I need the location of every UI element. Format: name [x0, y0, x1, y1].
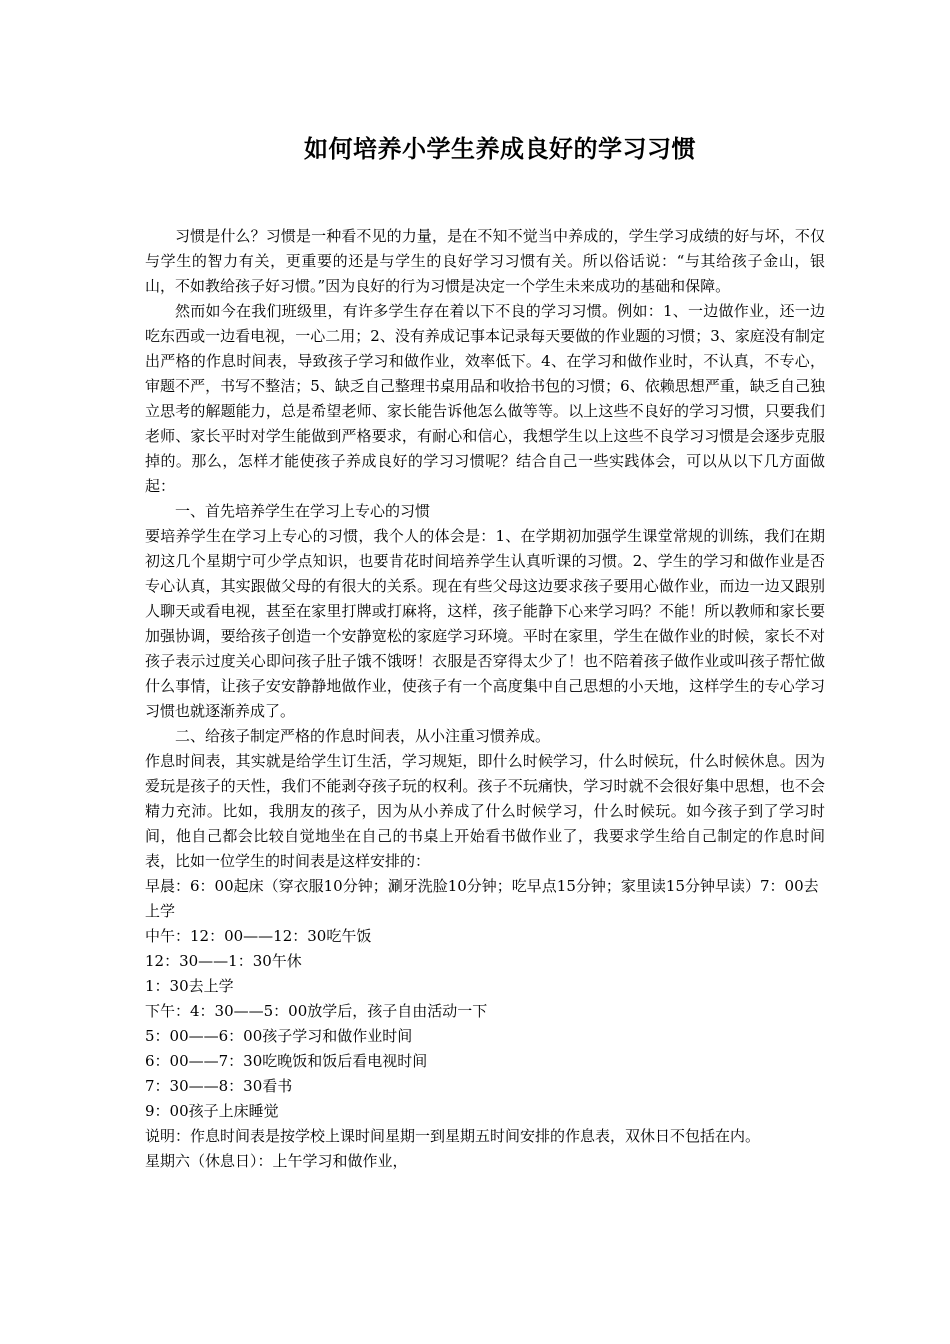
- schedule-school: 1：30去上学: [145, 977, 234, 995]
- section-1-body: 要培养学生在学习上专心的习惯，我个人的体会是：1、在学期初加强学生课堂常规的训练，我们在期初这几个星期宁可少学点知识，也要肯花时间培养学生认真听课的习惯。2、学生的学习和做作业是否专心认真，其实跟做父母的有很大的关系。现在有些父母这边要求孩子要用心做作业，而边一边又跟别人聊天或看电视，甚至在家里打牌或打麻将，这样，孩子能静下心来学习吗？不能！所以教师和家长要加强协调，要给孩子创造一个安静宽松的家庭学习环境。平时在家里，学生在做作业的时候，家长不对孩子表示过度关心即问孩子肚子饿不饿呀！衣服是否穿得太少了！也不陪着孩子做作业或叫孩子帮忙做什么事情，让孩子安安静静地做作业，使孩子有一个高度集中自己思想的小天地，这样学生的专心学习习惯也就逐渐养成了。: [145, 527, 825, 720]
- schedule-nap: 12：30——1：30午休: [145, 952, 302, 970]
- saturday-line: 星期六（休息日）：上午学习和做作业，: [145, 1152, 408, 1170]
- schedule-dinner: 6：00——7：30吃晚饭和饭后看电视时间: [145, 1052, 428, 1070]
- schedule-homework: 5：00——6：00孩子学习和做作业时间: [145, 1027, 413, 1045]
- schedule-afternoon: 下午：4：30——5：00放学后，孩子自由活动一下: [145, 1002, 488, 1020]
- schedule-reading: 7：30——8：30看书: [145, 1077, 293, 1095]
- schedule-note: 说明：作息时间表是按学校上课时间星期一到星期五时间安排的作息表，双休日不包括在内。: [145, 1127, 761, 1145]
- section-1-heading: 一、首先培养学生在学习上专心的习惯: [175, 502, 431, 520]
- schedule-noon: 中午：12：00——12：30吃午饭: [145, 927, 372, 945]
- schedule-morning: 早晨：6：00起床（穿衣服10分钟；涮牙洗脸10分钟；吃早点15分钟；家里读15分钟早读）7：00去上学: [145, 877, 819, 920]
- document-body: [145, 224, 825, 1174]
- document-title: 如何培养小学生养成良好的学习习惯: [304, 134, 696, 163]
- section-2-heading: 二、给孩子制定严格的作息时间表，从小注重习惯养成。: [175, 727, 551, 745]
- intro-paragraph: 习惯是什么？习惯是一种看不见的力量，是在不知不觉当中养成的，学生学习成绩的好与坏，不仅与学生的智力有关，更重要的还是与学生的良好学习习惯有关。所以俗话说：“与其给孩子金山，银山，不如教给孩子好习惯。”因为良好的行为习惯是决定一个学生未来成功的基础和保障。: [145, 227, 825, 295]
- section-2-body: 作息时间表，其实就是给学生订生活，学习规矩，即什么时候学习，什么时候玩，什么时候休息。因为爱玩是孩子的天性，我们不能剥夺孩子玩的权利。孩子不玩痛快，学习时就不会很好集中思想，也不会精力充沛。比如，我朋友的孩子，因为从小养成了什么时候学习，什么时候玩。如今孩子到了学习时间，他自己都会比较自觉地坐在自己的书桌上开始看书做作业了，我要求学生给自己制定的作息时间表，比如一位学生的时间表是这样安排的：: [145, 752, 825, 870]
- schedule-bed: 9：00孩子上床睡觉: [145, 1102, 279, 1120]
- problems-paragraph: 然而如今在我们班级里，有许多学生存在着以下不良的学习习惯。例如：1、一边做作业，还一边吃东西或一边看电视，一心二用；2、没有养成记事本记录每天要做的作业题的习惯；3、家庭没有制定出严格的作息时间表，导致孩子学习和做作业，效率低下。4、在学习和做作业时，不认真，不专心，审题不严，书写不整洁；5、缺乏自己整理书桌用品和收拾书包的习惯；6、依赖思想严重，缺乏自己独立思考的解题能力，总是希望老师、家长能告诉他怎么做等等。以上这些不良好的学习习惯，只要我们老师、家长平时对学生能做到严格要求，有耐心和信心，我想学生以上这些不良学习习惯是会逐步克服掉的。那么，怎样才能使孩子养成良好的学习习惯呢？结合自己一些实践体会，可以从以下几方面做起：: [145, 302, 825, 495]
